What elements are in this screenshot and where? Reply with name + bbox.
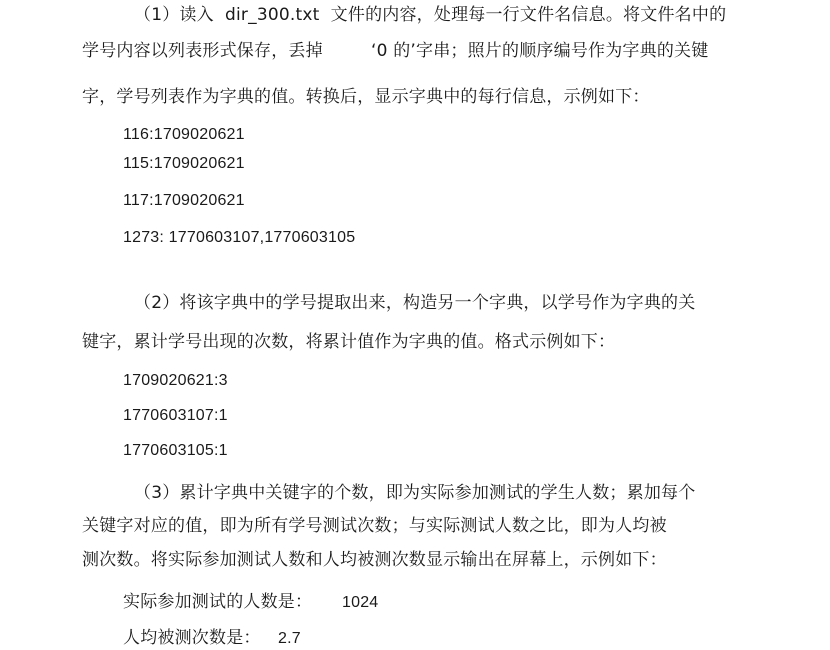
section2-example-1: 1709020621:3 xyxy=(123,372,228,389)
section1-example-1: 116:1709020621 xyxy=(123,126,245,143)
section1-line1: （1）读入 dir_300.txt 文件的内容，处理每一行文件名信息。将文件名中的 xyxy=(134,5,727,25)
section2-line1: （2）将该字典中的学号提取出来，构造另一个字典，以学号作为字典的关 xyxy=(134,293,696,313)
section1-example-2: 115:1709020621 xyxy=(123,155,245,172)
section3-line1: （3）累计字典中关键字的个数，即为实际参加测试的学生人数；累加每个 xyxy=(134,483,696,503)
section2-example-2: 1770603107:1 xyxy=(123,407,228,424)
section1-line3: 字，学号列表作为字典的值。转换后，显示字典中的每行信息，示例如下： xyxy=(82,87,650,107)
result1-value: 1024 xyxy=(342,594,379,611)
section1-example-4: 1273: 1770603107,1770603105 xyxy=(123,229,356,246)
section2-line2: 键字，累计学号出现的次数，将累计值作为字典的值。格式示例如下： xyxy=(82,332,616,352)
section3-line3: 测次数。将实际参加测试人数和人均被测次数显示输出在屏幕上，示例如下： xyxy=(82,550,667,570)
result2-label: 人均被测次数是： xyxy=(123,628,261,648)
section1-example-3: 117:1709020621 xyxy=(123,192,245,209)
result1-label: 实际参加测试的人数是： xyxy=(123,592,313,612)
result2-value: 2.7 xyxy=(278,630,301,647)
section3-line2: 关键字对应的值，即为所有学号测试次数；与实际测试人数之比，即为人均被 xyxy=(82,516,667,536)
section1-line2b: ‘0 的’字串；照片的顺序编号作为字典的关键 xyxy=(371,41,709,61)
section1-line2a: 学号内容以列表形式保存，丢掉 xyxy=(82,41,323,61)
section2-example-3: 1770603105:1 xyxy=(123,442,228,459)
